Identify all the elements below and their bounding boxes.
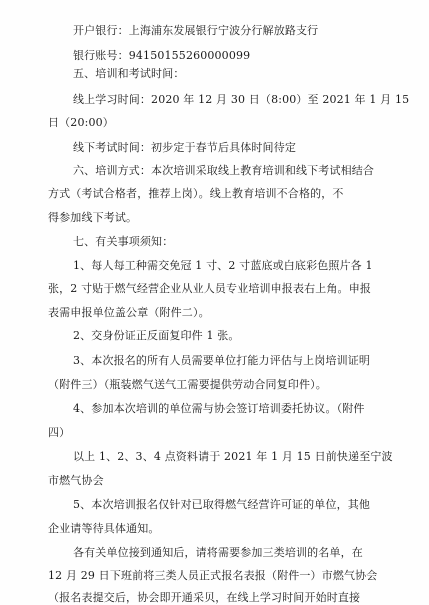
document-line: 得参加线下考试。 xyxy=(48,211,138,224)
document-line: 12 月 29 日下班前将三类人员正式报名表报（附件一）市燃气协会 xyxy=(48,569,378,582)
document-line: （报名表提交后，协会即开通采贝，在线上学习时间开始时直接 xyxy=(48,591,361,604)
document-line: （附件三）（瓶装燃气送气工需要提供劳动合同复印件）。 xyxy=(48,378,327,391)
document-line: 七、有关事项须知： xyxy=(73,235,174,248)
document-line: 2、交身份证正反面复印件 1 张。 xyxy=(73,329,240,342)
document-line: 表需申报单位盖公章（附件二）。 xyxy=(48,306,210,319)
document-line: 1、每人每工种需交免冠 1 寸、2 寸蓝底或白底彩色照片各 1 xyxy=(73,259,373,272)
document-line: 方式（考试合格者，推荐上岗）。线上教育培训不合格的，不 xyxy=(48,187,344,200)
document-line: 开户银行：上海浦东发展银行宁波分行解放路支行 xyxy=(73,24,319,37)
document-line: 线上学习时间：2020 年 12 月 30 日（8:00）至 2021 年 1 月 15 xyxy=(73,93,410,106)
document-line: 四） xyxy=(48,426,71,439)
document-line: 六、培训方式：本次培训采取线上教育培训和线下考试相结合 xyxy=(73,164,375,177)
document-line: 银行账号：94150155260000099 xyxy=(73,49,251,62)
document-line: 日（20:00） xyxy=(48,116,114,129)
document-line: 五、培训和考试时间： xyxy=(73,67,185,80)
document-line: 企业请等待具体通知。 xyxy=(48,522,160,535)
document-line: 线下考试时间：初步定于春节后具体时间待定 xyxy=(73,141,296,154)
document-line: 各有关单位接到通知后，请将需要参加三类培训的名单，在 xyxy=(73,546,363,559)
document-line: 3、本次报名的所有人员需要单位打能力评估与上岗培训证明 xyxy=(73,354,371,367)
document-line: 5、本次培训报名仅针对已取得燃气经营许可证的单位，其他 xyxy=(73,498,371,511)
document-line: 4、参加本次培训的单位需与协会签订培训委托协议。（附件 xyxy=(73,402,365,415)
document-line: 张，2 寸贴于燃气经营企业从业人员专业培训申报表右上角。申报 xyxy=(48,282,371,295)
document-line: 市燃气协会 xyxy=(48,474,104,487)
document-line: 以上 1、2、3、4 点资料请于 2021 年 1 月 15 日前快递至宁波 xyxy=(73,450,393,463)
